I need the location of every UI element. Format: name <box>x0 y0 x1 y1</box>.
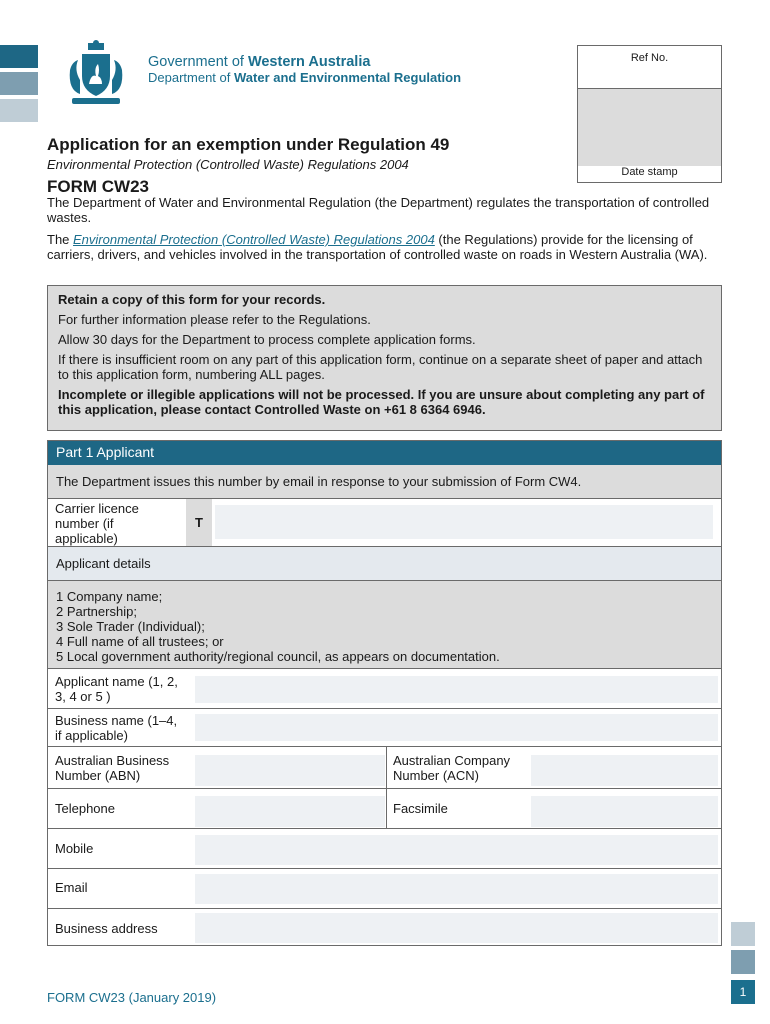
option-4: 4 Full name of all trustees; or <box>56 634 224 649</box>
page-title: Application for an exemption under Regulation 49 <box>47 135 450 154</box>
page-number: 1 <box>731 980 755 1004</box>
acn-input[interactable] <box>531 755 718 786</box>
decor-square-2 <box>0 72 38 95</box>
note-incomplete: Incomplete or illegible applications will not be processed. If you are unsure about completing any part of this application, please contact Controlled Waste on +61 8 6364 6946. <box>58 387 705 417</box>
business-address-input[interactable] <box>195 913 718 943</box>
carrier-licence-input[interactable] <box>215 505 713 539</box>
mobile-input[interactable] <box>195 835 718 865</box>
coat-of-arms-icon <box>58 40 134 112</box>
abn-input[interactable] <box>195 755 385 786</box>
option-2: 2 Partnership; <box>56 604 137 619</box>
telephone-fax-row <box>48 789 721 829</box>
applicant-name-label: Applicant name (1, 2, 3, 4 or 5 ) <box>55 674 178 704</box>
note-further: For further information please refer to the Regulations. <box>58 312 371 327</box>
part1-heading: Part 1 Applicant <box>48 441 721 465</box>
applicant-name-row <box>48 669 721 709</box>
footer-form-date: FORM CW23 (January 2019) <box>47 990 217 1005</box>
notes-box <box>47 285 722 431</box>
abn-label: Australian Business Number (ABN) <box>55 753 170 783</box>
option-1: 1 Company name; <box>56 589 163 604</box>
ref-stamp-box <box>577 45 722 183</box>
intro-paragraph-1: The Department of Water and Environmental Regulation (the Department) regulates the transportation of controlled wastes. <box>47 195 710 225</box>
business-name-label: Business name (1–4, if applicable) <box>55 713 178 743</box>
applicant-options <box>48 581 721 669</box>
email-label: Email <box>55 880 88 895</box>
business-name-input[interactable] <box>195 714 718 741</box>
note-retain: Retain a copy of this form for your records. <box>58 292 326 307</box>
abn-acn-divider <box>386 747 387 788</box>
decor-square-1 <box>0 45 38 68</box>
applicant-details-heading: Applicant details <box>48 547 721 581</box>
business-address-row <box>48 909 721 946</box>
business-name-row <box>48 709 721 747</box>
decor-square-3 <box>0 99 38 122</box>
abn-acn-row <box>48 747 721 789</box>
applicant-name-input[interactable] <box>195 676 718 703</box>
note-insufficient: If there is insufficient room on any part of this application form, continue on a separate sheet of paper and attach to this application form, numbering ALL pages. <box>58 352 703 382</box>
note-allow: Allow 30 days for the Department to process complete application forms. <box>58 332 476 347</box>
intro-paragraph-2: The Environmental Protection (Controlled Waste) Regulations 2004 (the Regulations) provide for the licensing of carriers, drivers, and vehicles involved in the transportation of controlled waste on roads in Western Australia (WA). <box>47 232 708 262</box>
form-number: FORM CW23 <box>47 177 149 196</box>
telephone-input[interactable] <box>195 796 385 827</box>
email-row <box>48 869 721 909</box>
regulations-link[interactable]: Environmental Protection (Controlled Waste) Regulations 2004 <box>73 232 435 247</box>
date-stamp-label: Date stamp <box>578 166 721 182</box>
facsimile-label: Facsimile <box>393 801 448 816</box>
telephone-label: Telephone <box>55 801 115 816</box>
carrier-licence-row <box>48 499 721 547</box>
part1-section <box>47 440 722 946</box>
carrier-prefix: T <box>186 499 212 546</box>
tel-fax-divider <box>386 789 387 828</box>
facsimile-input[interactable] <box>531 796 718 827</box>
carrier-licence-label: Carrier licence number (if applicable) <box>55 501 139 546</box>
department-title: Department of Water and Environmental Regulation <box>148 70 462 85</box>
issue-note: The Department issues this number by email in response to your submission of Form CW4. <box>48 465 721 499</box>
email-input[interactable] <box>195 874 718 904</box>
acn-label: Australian Company Number (ACN) <box>393 753 511 783</box>
business-address-label: Business address <box>55 921 158 936</box>
option-3: 3 Sole Trader (Individual); <box>56 619 205 634</box>
mobile-row <box>48 829 721 869</box>
ref-no-label: Ref No. <box>578 46 721 89</box>
mobile-label: Mobile <box>55 841 94 856</box>
regulation-subtitle: Environmental Protection (Controlled Waste) Regulations 2004 <box>47 157 409 172</box>
option-5: 5 Local government authority/regional council, as appears on documentation. <box>56 649 500 664</box>
government-title: Government of Western Australia <box>148 54 371 70</box>
decor-square-4 <box>731 922 755 946</box>
decor-square-5 <box>731 950 755 974</box>
